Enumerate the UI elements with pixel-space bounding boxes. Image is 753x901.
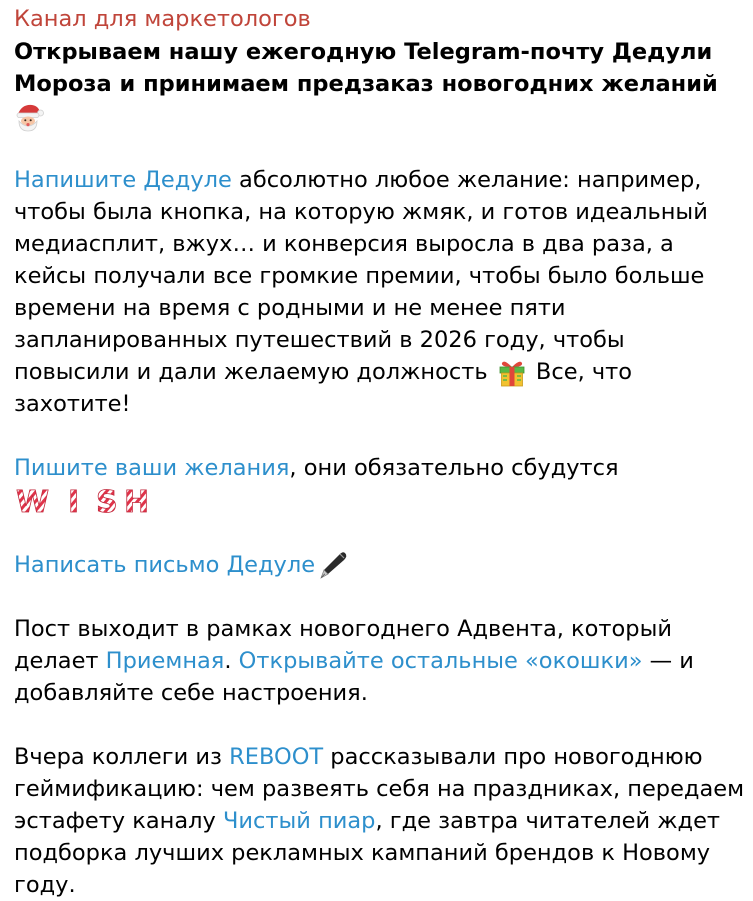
open-windows-link[interactable]: Открывайте остальные «окошки»	[238, 647, 643, 674]
write-letter-link[interactable]: Написать письмо Дедуле	[14, 551, 316, 578]
paragraph-text: Вчера коллеги из	[14, 743, 230, 770]
paragraph-tail: Все, что захотите!	[14, 359, 633, 417]
wish-letter-i: I	[68, 484, 80, 517]
fountain-pen-icon	[315, 550, 349, 580]
paragraph-wish-intro	[14, 164, 746, 420]
gift-icon	[495, 358, 529, 388]
paragraph-relay	[14, 741, 746, 901]
post-headline	[14, 36, 746, 132]
wish-letter-w: W	[16, 484, 50, 517]
santa-claus-icon	[14, 102, 44, 132]
chisty-piar-link[interactable]: Чистый пиар	[223, 807, 376, 834]
paragraph-text: Пост выходит в рамках новогоднего Адвента, который делает	[14, 615, 672, 674]
paragraph-text: абсолютно любое желание: например, чтобы была кнопка, на которую жмяк, и готов идеальный медиасплит, вжух… и конверсия выросла в два раза, а кейсы получали все громкие премии, чтобы было больше времени на время с родными и не менее пяти запланированных путешествий в 2026 году, чтобы повысили и дали желаемую должность	[14, 167, 708, 385]
paragraph-advent	[14, 613, 746, 709]
paragraph-text: .	[224, 647, 239, 674]
paragraph-text: , они обязательно сбудутся	[289, 455, 619, 481]
write-to-grandpa-link[interactable]: Напишите Дедуле	[14, 167, 232, 193]
write-your-wishes-link[interactable]: Пишите ваши желания	[14, 455, 290, 481]
wish-emoji-icon	[16, 485, 156, 517]
paragraph-text: рассказывали про новогоднюю геймификацию: чем развеять себя на праздниках, передаем эстафету каналу	[14, 743, 745, 834]
priemnaya-link[interactable]: Приемная	[105, 647, 225, 674]
wish-letter-s: S	[96, 484, 118, 517]
channel-post	[14, 4, 746, 901]
channel-name[interactable]: Канал для маркетологов	[14, 6, 311, 32]
paragraph-text: — и добавляйте себе настроения.	[14, 647, 694, 706]
headline-text: Открываем нашу ежегодную Telegram-почту Дедули Мороза и принимаем предзаказ новогодних желаний	[14, 39, 718, 97]
paragraph-text: , где завтра читателей ждет подборка лучших рекламных кампаний брендов к Новому году.	[14, 807, 721, 898]
paragraph-write-wishes	[14, 452, 746, 517]
paragraph-write-letter	[14, 549, 746, 581]
reboot-link[interactable]: REBOOT	[229, 743, 324, 770]
wish-letter-h: H	[124, 484, 150, 517]
